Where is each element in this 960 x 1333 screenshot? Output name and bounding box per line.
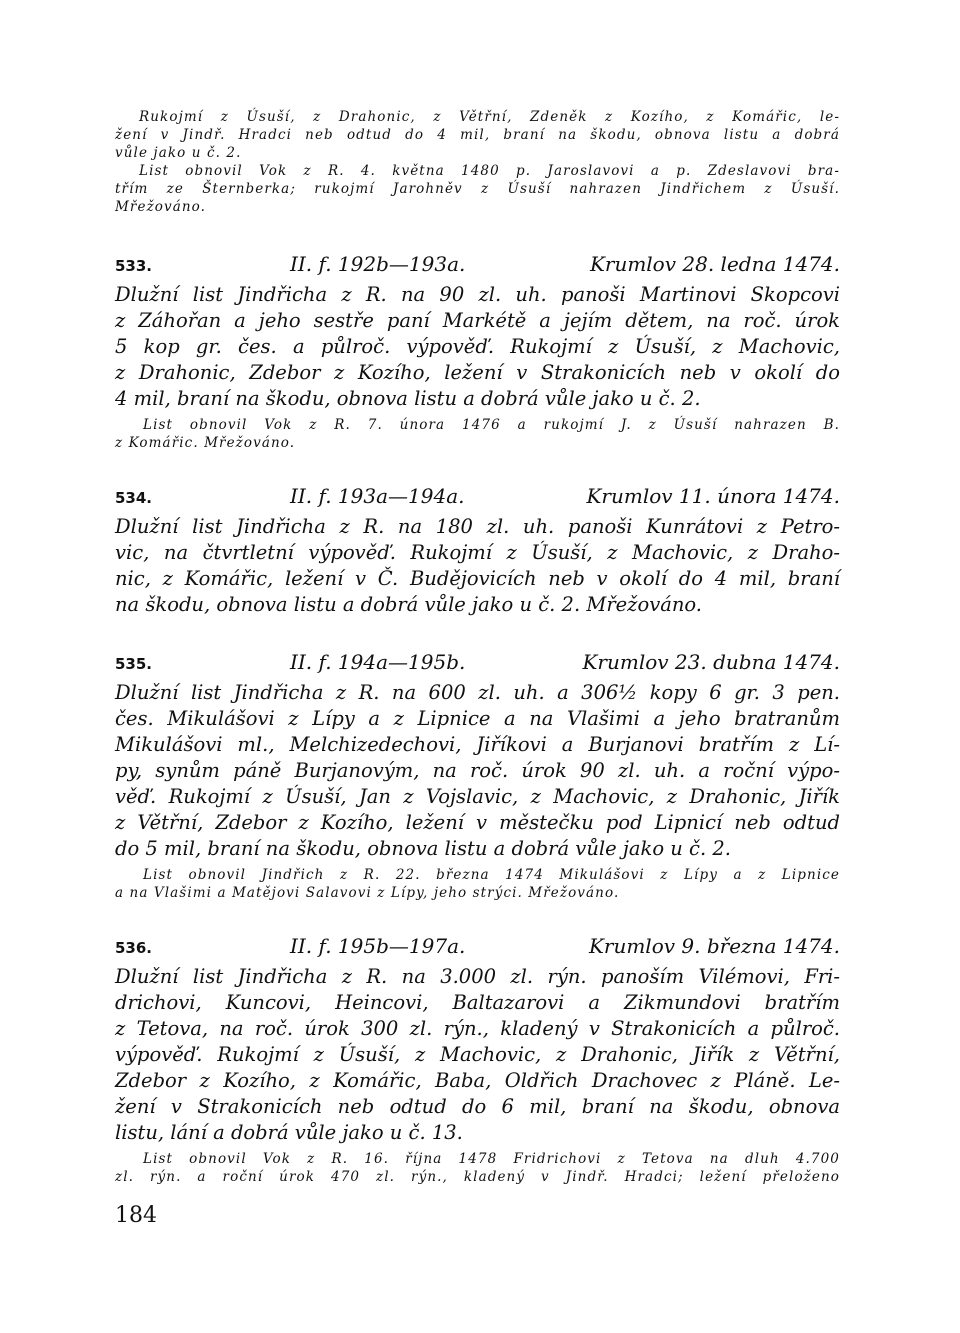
entry-note [115,416,840,452]
entry-number: 534. [115,489,153,507]
entry-place-date: Krumlov 9. března 1474. [588,934,840,958]
entry-heading [115,932,840,962]
entry-body [115,282,840,412]
entry-folio: II. f. 193a—194a. [290,484,465,508]
body-line: čes. Mikulášovi z Lípy a z Lipnice a na Vlašimi a jeho bratranům [115,707,840,730]
note-line: zl. rýn. a roční úrok 470 zl. rýn., kladený v Jindř. Hradci; ležení přeloženo [115,1169,840,1185]
entry-heading [115,648,840,678]
body-line: z Větřní, Zdebor z Kozího, ležení v městečku pod Lipnicí neb odtud [115,811,840,834]
note-line: List obnovil Vok z R. 7. února 1476 a rukojmí J. z Úsuší nahrazen B. [143,417,840,433]
note-line: třím ze Šternberka; rukojmí Jarohněv z Úsuší nahrazen Jindřichem z Úsuší. [115,181,840,197]
body-line: na škodu, obnova listu a dobrá vůle jako u č. 2. Mřežováno. [115,593,702,616]
entry-number: 536. [115,939,153,957]
entry-536 [115,932,840,1186]
note-line: Rukojmí z Úsuší, z Drahonic, z Větřní, Zdeněk z Kozího, z Komářic, le- [139,109,840,125]
note-line: List obnovil Vok z R. 4. května 1480 p. Jaroslavovi a p. Zdeslavovi bra- [139,163,840,179]
body-line: Dlužní list Jindřicha z R. na 180 zl. uh. panoši Kunrátovi z Petro- [115,515,840,538]
body-line: Zdebor z Kozího, z Komářic, Baba, Oldřich Drachovec z Pláně. Le- [115,1069,840,1092]
body-line: drichovi, Kuncovi, Heincovi, Baltazarovi a Zikmundovi bratřím [115,991,840,1014]
page-content [115,108,840,1186]
page-number: 184 [115,1203,157,1228]
entry-body [115,964,840,1146]
note-line: List obnovil Vok z R. 16. října 1478 Fridrichovi z Tetova na dluh 4.700 [143,1151,840,1167]
body-line: z Drahonic, Zdebor z Kozího, ležení v Strakonicích neb v okolí do [115,361,840,384]
body-line: Dlužní list Jindřicha z R. na 3.000 zl. rýn. panoším Vilémovi, Fri- [115,965,840,988]
entry-533 [115,250,840,452]
top-note [115,108,840,216]
body-line: Dlužní list Jindřicha z R. na 90 zl. uh. panoši Martinovi Skopcovi [115,283,840,306]
note-line: žení v Jindř. Hradci neb odtud do 4 mil, braní na škodu, obnova listu a dobrá [115,127,840,143]
entry-folio: II. f. 194a—195b. [290,650,466,674]
body-line: žení v Strakonicích neb odtud do 6 mil, braní na škodu, obnova [115,1095,840,1118]
entry-534 [115,482,840,618]
body-line: py, synům páně Burjanovým, na roč. úrok 90 zl. uh. a roční výpo- [115,759,840,782]
entry-folio: II. f. 195b—197a. [290,934,466,958]
entry-body [115,514,840,618]
entry-place-date: Krumlov 11. února 1474. [586,484,840,508]
entry-place-date: Krumlov 23. dubna 1474. [582,650,840,674]
entry-heading [115,482,840,512]
entry-number: 535. [115,655,153,673]
entry-number: 533. [115,257,153,275]
body-line: listu, lání a dobrá vůle jako u č. 13. [115,1121,463,1144]
note-line: Mřežováno. [115,199,207,215]
entry-body [115,680,840,862]
body-line: věď. Rukojmí z Úsuší, Jan z Vojslavic, z Machovic, z Drahonic, Jiřík [115,785,840,808]
body-line: z Záhořan a jeho sestře paní Markétě a jejím dětem, na roč. úrok [115,309,840,332]
entry-note [115,866,840,902]
entry-folio: II. f. 192b—193a. [290,252,466,276]
body-line: 5 kop gr. čes. a půlroč. výpověď. Rukojmí z Úsuší, z Machovic, [115,335,840,358]
body-line: výpověď. Rukojmí z Úsuší, z Machovic, z Drahonic, Jiřík z Větřní, [115,1043,840,1066]
body-line: Mikulášovi ml., Melchizedechovi, Jiříkovi a Burjanovi bratřím z Lí- [115,733,840,756]
body-line: nic, z Komářic, ležení v Č. Budějovicích neb v okolí do 4 mil, braní [115,567,840,590]
note-line: List obnovil Jindřich z R. 22. března 1474 Mikulášovi z Lípy a z Lipnice [143,867,840,883]
body-line: 4 mil, braní na škodu, obnova listu a dobrá vůle jako u č. 2. [115,387,701,410]
entry-535 [115,648,840,902]
body-line: z Tetova, na roč. úrok 300 zl. rýn., kladený v Strakonicích a půlroč. [115,1017,840,1040]
note-line: a na Vlašimi a Matějovi Salavovi z Lípy, jeho strýci. Mřežováno. [115,885,620,901]
note-line: vůle jako u č. 2. [115,145,242,161]
entry-place-date: Krumlov 28. ledna 1474. [589,252,840,276]
body-line: vic, na čtvrtletní výpověď. Rukojmí z Úsuší, z Machovic, z Draho- [115,541,840,564]
note-line: z Komářic. Mřežováno. [115,435,296,451]
entry-note [115,1150,840,1186]
entry-heading [115,250,840,280]
body-line: do 5 mil, braní na škodu, obnova listu a dobrá vůle jako u č. 2. [115,837,731,860]
body-line: Dlužní list Jindřicha z R. na 600 zl. uh. a 306½ kopy 6 gr. 3 pen. [115,681,840,704]
